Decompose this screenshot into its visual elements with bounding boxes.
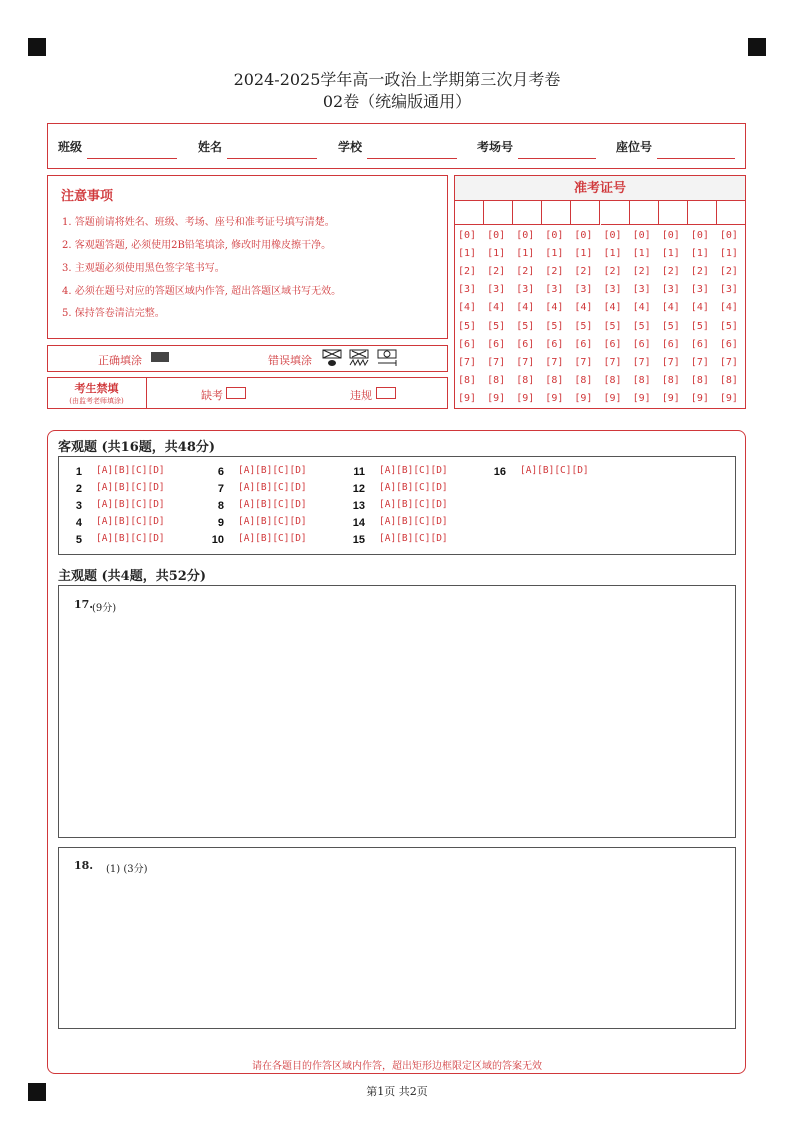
school-field[interactable]: [367, 158, 457, 159]
admission-digit-bubble[interactable]: [4]: [632, 302, 651, 314]
q17-number: 17.: [74, 598, 94, 611]
question-number: 11: [353, 466, 365, 478]
admission-digit-bubble[interactable]: [2]: [690, 266, 709, 278]
note-item: 4. 必须在题号对应的答题区域内作答, 超出答题区域书写无效。: [62, 286, 342, 297]
correct-fill-label: 正确填涂: [98, 354, 142, 367]
admission-digit-bubble[interactable]: [6]: [690, 338, 709, 350]
admission-digit-bubble[interactable]: [7]: [719, 356, 738, 368]
admission-digit-bubble[interactable]: [6]: [719, 338, 738, 350]
answer-options[interactable]: [A][B][C][D]: [379, 482, 448, 493]
forbidden-note: (由监考老师填涂): [69, 397, 124, 405]
admission-digit-bubble[interactable]: [2]: [719, 266, 738, 278]
question-number: 5: [75, 534, 82, 546]
admission-digit-bubble[interactable]: [3]: [661, 284, 680, 296]
objective-title: 客观题 (共16题，共48分): [58, 440, 216, 455]
answer-options[interactable]: [A][B][C][D]: [379, 499, 448, 510]
admission-digit-bubble[interactable]: [6]: [487, 338, 506, 350]
question-number: 6: [217, 466, 224, 478]
answer-options[interactable]: [A][B][C][D]: [238, 482, 307, 493]
admission-digit-bubble[interactable]: [7]: [487, 356, 506, 368]
admission-digit-bubble[interactable]: [4]: [487, 302, 506, 314]
answer-options[interactable]: [A][B][C][D]: [96, 533, 165, 544]
admission-digit-bubble[interactable]: [6]: [574, 338, 593, 350]
admission-digit-bubble[interactable]: [3]: [690, 284, 709, 296]
admission-digit-bubble[interactable]: [8]: [632, 374, 651, 386]
name-field[interactable]: [227, 158, 317, 159]
page-title: 2024-2025学年高一政治上学期第三次月考卷: [233, 70, 561, 89]
admission-digit-bubble[interactable]: [1]: [574, 248, 593, 260]
admission-digit-bubble[interactable]: [9]: [487, 392, 506, 404]
admission-digit-bubble[interactable]: [6]: [458, 338, 477, 350]
admission-write-cell[interactable]: [688, 201, 717, 225]
seat-label: 座位号: [616, 140, 653, 154]
admission-digit-bubble[interactable]: [0]: [516, 230, 535, 241]
question-number: 9: [217, 517, 224, 529]
admission-digit-bubble[interactable]: [1]: [719, 248, 738, 260]
question-number: 4: [75, 517, 82, 529]
admission-write-cell[interactable]: [717, 201, 746, 225]
note-item: 1. 答题前请将姓名、班级、考场、座号和准考证号填写清楚。: [62, 217, 335, 228]
q18-number: 18.: [74, 859, 94, 872]
answer-options[interactable]: [A][B][C][D]: [238, 533, 307, 544]
answer-options[interactable]: [A][B][C][D]: [520, 465, 589, 476]
question-number: 8: [217, 500, 224, 512]
admission-digit-bubble[interactable]: [4]: [574, 302, 593, 314]
answer-options[interactable]: [A][B][C][D]: [379, 516, 448, 527]
admission-write-cell[interactable]: [513, 201, 542, 225]
admission-write-cell[interactable]: [484, 201, 513, 225]
admission-digit-bubble[interactable]: [3]: [545, 284, 564, 296]
admission-write-cell[interactable]: [659, 201, 688, 225]
admission-digit-bubble[interactable]: [5]: [516, 320, 535, 332]
admission-digit-bubble[interactable]: [0]: [458, 230, 477, 241]
admission-digit-bubble[interactable]: [9]: [516, 392, 535, 404]
admission-digit-bubble[interactable]: [0]: [661, 230, 680, 241]
admission-digit-bubble[interactable]: [4]: [603, 302, 622, 314]
answer-options[interactable]: [A][B][C][D]: [238, 499, 307, 510]
admission-digit-bubble[interactable]: [7]: [574, 356, 593, 368]
admission-digit-bubble[interactable]: [0]: [719, 230, 738, 241]
admission-digit-bubble[interactable]: [8]: [487, 374, 506, 386]
admission-digit-bubble[interactable]: [6]: [661, 338, 680, 350]
admission-write-cell[interactable]: [630, 201, 659, 225]
admission-digit-bubble[interactable]: [8]: [458, 374, 477, 386]
school-label: 学校: [338, 140, 363, 154]
admission-digit-bubble[interactable]: [4]: [516, 302, 535, 314]
admission-digit-bubble[interactable]: [0]: [632, 230, 651, 241]
question-number: 13: [352, 500, 365, 512]
corner-marker-top-left: [28, 38, 46, 56]
admission-digit-bubble[interactable]: [4]: [690, 302, 709, 314]
admission-digit-bubble[interactable]: [8]: [661, 374, 680, 386]
wrong-fill-samples-icon: [322, 348, 402, 368]
admission-digit-bubble[interactable]: [2]: [487, 266, 506, 278]
exam-room-label: 考场号: [477, 140, 514, 154]
admission-digit-bubble[interactable]: [9]: [458, 392, 477, 404]
question-number: 3: [75, 500, 82, 512]
question-number: 15: [352, 534, 365, 546]
question-number: 12: [352, 483, 365, 495]
admission-digit-bubble[interactable]: [3]: [574, 284, 593, 296]
admission-digit-bubble[interactable]: [9]: [661, 392, 680, 404]
admission-digit-bubble[interactable]: [3]: [632, 284, 651, 296]
admission-digit-bubble[interactable]: [5]: [458, 320, 477, 332]
forbidden-title: 考生禁填: [74, 382, 119, 395]
name-label: 姓名: [198, 140, 223, 154]
admission-write-cell[interactable]: [455, 201, 484, 225]
admission-digit-bubble[interactable]: [2]: [603, 266, 622, 278]
q17-score: (9分): [92, 603, 117, 614]
admission-write-cell[interactable]: [601, 201, 630, 225]
admission-digit-bubble[interactable]: [6]: [632, 338, 651, 350]
correct-fill-sample: [151, 352, 169, 362]
admission-digit-bubble[interactable]: [1]: [690, 248, 709, 260]
admission-digit-bubble[interactable]: [2]: [545, 266, 564, 278]
admission-digit-bubble[interactable]: [4]: [458, 302, 477, 314]
subjective-title: 主观题 (共4题，共52分): [58, 569, 206, 584]
admission-digit-bubble[interactable]: [9]: [574, 392, 593, 404]
admission-digit-bubble[interactable]: [7]: [632, 356, 651, 368]
absent-label: 缺考: [201, 389, 223, 402]
admission-digit-bubble[interactable]: [0]: [545, 230, 564, 241]
admission-digit-bubble[interactable]: [1]: [516, 248, 535, 260]
class-label: 班级: [58, 140, 83, 154]
admission-digit-bubble[interactable]: [5]: [690, 320, 709, 332]
answer-options[interactable]: [A][B][C][D]: [238, 516, 307, 527]
admission-digit-bubble[interactable]: [8]: [545, 374, 564, 386]
admission-digit-bubble[interactable]: [8]: [603, 374, 622, 386]
admission-digit-bubble[interactable]: [9]: [603, 392, 622, 404]
note-item: 2. 客观题答题, 必须使用2B铅笔填涂, 修改时用橡皮擦干净。: [62, 240, 332, 251]
admission-digit-bubble[interactable]: [7]: [516, 356, 535, 368]
q18-score: (1) (3分): [106, 864, 148, 875]
page-number: 第1页 共2页: [366, 1085, 428, 1098]
violation-checkbox[interactable]: [376, 387, 396, 399]
admission-digit-bubble[interactable]: [7]: [661, 356, 680, 368]
question-number: 7: [217, 483, 224, 495]
admission-digit-bubble[interactable]: [3]: [719, 284, 738, 296]
answer-options[interactable]: [A][B][C][D]: [238, 465, 307, 476]
admission-title: 准考证号: [455, 176, 745, 201]
admission-digit-bubble[interactable]: [1]: [458, 248, 477, 260]
violation-label: 违规: [350, 389, 372, 402]
question-number: 14: [352, 517, 365, 529]
wrong-fill-label: 错误填涂: [268, 354, 312, 367]
footer-warning: 请在各题目的作答区域内作答，超出矩形边框限定区域的答案无效: [252, 1061, 542, 1072]
admission-digit-bubble[interactable]: [3]: [458, 284, 477, 296]
admission-digit-bubble[interactable]: [5]: [574, 320, 593, 332]
admission-digit-bubble[interactable]: [5]: [661, 320, 680, 332]
seat-field[interactable]: [657, 158, 735, 159]
admission-digit-bubble[interactable]: [4]: [719, 302, 738, 314]
admission-digit-bubble[interactable]: [6]: [545, 338, 564, 350]
answer-options[interactable]: [A][B][C][D]: [96, 465, 165, 476]
admission-digit-bubble[interactable]: [1]: [661, 248, 680, 260]
admission-digit-bubble[interactable]: [2]: [574, 266, 593, 278]
admission-digit-bubble[interactable]: [0]: [690, 230, 709, 241]
answer-options[interactable]: [A][B][C][D]: [96, 516, 165, 527]
admission-digit-bubble[interactable]: [1]: [632, 248, 651, 260]
note-item: 5. 保持答卷清洁完整。: [62, 308, 165, 319]
question-number: 2: [75, 483, 82, 495]
answer-options[interactable]: [A][B][C][D]: [379, 465, 448, 476]
admission-digit-bubble[interactable]: [2]: [516, 266, 535, 278]
admission-digit-bubble[interactable]: [0]: [574, 230, 593, 241]
admission-digit-bubble[interactable]: [3]: [603, 284, 622, 296]
admission-digit-bubble[interactable]: [7]: [603, 356, 622, 368]
admission-digit-bubble[interactable]: [9]: [690, 392, 709, 404]
admission-digit-bubble[interactable]: [1]: [603, 248, 622, 260]
admission-digit-bubble[interactable]: [4]: [661, 302, 680, 314]
absent-checkbox[interactable]: [226, 387, 246, 399]
admission-digit-bubble[interactable]: [7]: [690, 356, 709, 368]
admission-digit-bubble[interactable]: [8]: [516, 374, 535, 386]
question-number: 16: [493, 466, 506, 478]
admission-digit-bubble[interactable]: [0]: [603, 230, 622, 241]
q17-answer-box[interactable]: [58, 585, 736, 838]
answer-options[interactable]: [A][B][C][D]: [96, 482, 165, 493]
answer-options[interactable]: [A][B][C][D]: [96, 499, 165, 510]
admission-digit-bubble[interactable]: [1]: [487, 248, 506, 260]
admission-digit-bubble[interactable]: [5]: [719, 320, 738, 332]
question-number: 10: [211, 534, 224, 546]
corner-marker-top-right: [748, 38, 766, 56]
admission-digit-bubble[interactable]: [6]: [516, 338, 535, 350]
note-item: 3. 主观题必须使用黑色签字笔书写。: [62, 263, 225, 274]
admission-digit-bubble[interactable]: [7]: [545, 356, 564, 368]
forbidden-divider: [146, 377, 147, 409]
admission-digit-bubble[interactable]: [5]: [545, 320, 564, 332]
admission-digit-bubble[interactable]: [1]: [545, 248, 564, 260]
admission-digit-bubble[interactable]: [8]: [574, 374, 593, 386]
answer-options[interactable]: [A][B][C][D]: [379, 533, 448, 544]
page-subtitle: 02卷（统编版通用）: [322, 92, 472, 111]
question-number: 1: [75, 466, 82, 478]
admission-digit-bubble[interactable]: [2]: [632, 266, 651, 278]
admission-digit-bubble[interactable]: [0]: [487, 230, 506, 241]
admission-digit-bubble[interactable]: [5]: [603, 320, 622, 332]
admission-digit-bubble[interactable]: [9]: [632, 392, 651, 404]
admission-digit-bubble[interactable]: [3]: [487, 284, 506, 296]
notes-title: 注意事项: [61, 189, 114, 204]
class-field[interactable]: [87, 158, 177, 159]
admission-digit-bubble[interactable]: [2]: [458, 266, 477, 278]
q18-answer-box[interactable]: [58, 847, 736, 1029]
exam-room-field[interactable]: [518, 158, 596, 159]
admission-digit-bubble[interactable]: [6]: [603, 338, 622, 350]
admission-digit-bubble[interactable]: [8]: [719, 374, 738, 386]
admission-digit-bubble[interactable]: [4]: [545, 302, 564, 314]
admission-digit-bubble[interactable]: [7]: [458, 356, 477, 368]
admission-digit-bubble[interactable]: [5]: [487, 320, 506, 332]
admission-write-cell[interactable]: [542, 201, 571, 225]
admission-digit-bubble[interactable]: [3]: [516, 284, 535, 296]
admission-digit-bubble[interactable]: [2]: [661, 266, 680, 278]
admission-digit-bubble[interactable]: [8]: [690, 374, 709, 386]
admission-digit-bubble[interactable]: [9]: [719, 392, 738, 404]
admission-write-cell[interactable]: [571, 201, 600, 225]
admission-digit-bubble[interactable]: [5]: [632, 320, 651, 332]
admission-digit-bubble[interactable]: [9]: [545, 392, 564, 404]
